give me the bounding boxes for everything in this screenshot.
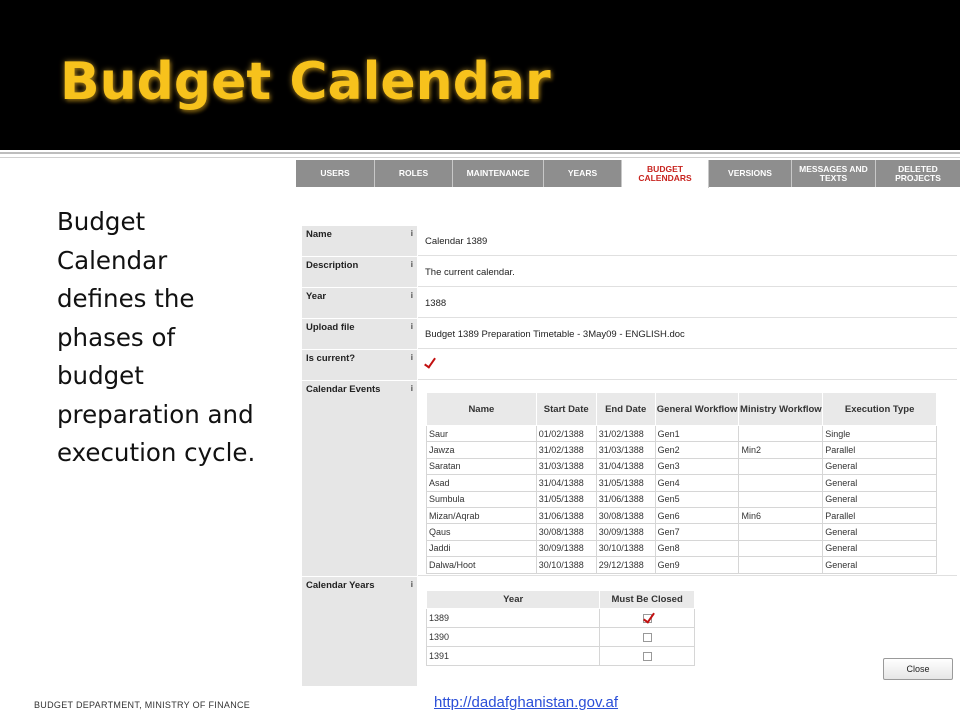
table-cell: Gen7 [655,524,739,540]
form-row-is-current [302,350,957,381]
must-be-closed-cell [600,647,695,666]
tab-roles[interactable]: ROLES [375,160,453,187]
table-cell: 31/06/1388 [536,507,596,523]
must-be-closed-checkbox[interactable] [643,633,652,642]
table-cell: 29/12/1388 [596,557,655,573]
table-row[interactable] [427,491,937,507]
is-current-label: Is current? i [302,350,417,380]
tab-versions[interactable]: VERSIONS [709,160,792,187]
table-cell: 30/10/1388 [596,540,655,556]
table-cell: Saur [427,426,537,442]
table-cell: 31/06/1388 [596,491,655,507]
table-cell: General [823,475,937,491]
table-cell: Gen6 [655,507,739,523]
table-cell: Jawza [427,442,537,458]
table-cell [739,557,823,573]
name-value[interactable]: Calendar 1389 [418,226,957,256]
table-row[interactable] [427,475,937,491]
description-label: Description i [302,257,417,287]
close-button[interactable]: Close [883,658,953,680]
footer-link[interactable]: http://dadafghanistan.gov.af [434,694,619,711]
table-row[interactable] [427,507,937,523]
table-cell [739,540,823,556]
is-current-checkbox[interactable] [425,360,434,369]
bullet-text: Budget Calendar defines the phases of budget preparation and execution cycle. [57,207,256,467]
info-icon[interactable]: i [410,291,413,300]
tab-deleted-projects[interactable]: DELETED PROJECTS [895,163,941,183]
column-header: End Date [596,393,655,426]
table-cell: Gen2 [655,442,739,458]
table-cell: Dalwa/Hoot [427,557,537,573]
tab-messages-and-texts[interactable]: MESSAGES AND TEXTS [792,160,876,187]
info-icon[interactable]: i [410,353,413,362]
calendar-events-table [426,392,937,574]
table-cell: Min2 [739,442,823,458]
column-header: Name [427,393,537,426]
info-icon[interactable]: i [410,260,413,269]
table-row[interactable] [427,540,937,556]
table-cell: 30/09/1388 [536,540,596,556]
table-cell: 31/04/1388 [536,475,596,491]
divider [0,157,960,158]
tab-maintenance[interactable]: MAINTENANCE [453,160,544,187]
table-cell [739,426,823,442]
table-row [427,609,695,628]
events-label: Calendar Events i [302,381,417,576]
column-header: Execution Type [823,393,937,426]
column-header: Start Date [536,393,596,426]
events-table-body [427,426,937,574]
table-cell: 31/02/1388 [596,426,655,442]
table-cell: Single [823,426,937,442]
table-cell: Asad [427,475,537,491]
column-header: Year [427,591,600,609]
info-icon[interactable]: i [410,322,413,331]
table-cell: Parallel [823,442,937,458]
footer-department: BUDGET DEPARTMENT, MINISTRY OF FINANCE [34,700,251,710]
table-cell: Gen8 [655,540,739,556]
year-cell: 1391 [427,647,600,666]
tab-bar [296,160,960,187]
table-cell [739,491,823,507]
table-cell: 30/08/1388 [596,507,655,523]
table-cell: 30/09/1388 [596,524,655,540]
table-cell: 31/05/1388 [596,475,655,491]
column-header: Ministry Workflow [739,393,823,426]
table-cell: Gen4 [655,475,739,491]
upload-label: Upload file i [302,319,417,349]
table-cell: 31/05/1388 [536,491,596,507]
table-cell: 31/03/1388 [596,442,655,458]
table-cell: 31/02/1388 [536,442,596,458]
year-cell: 1390 [427,628,600,647]
table-cell: 30/08/1388 [536,524,596,540]
title-bar [0,0,960,150]
must-be-closed-checkbox[interactable] [643,652,652,661]
tab-years[interactable]: YEARS [544,160,622,187]
table-cell: Qaus [427,524,537,540]
table-row[interactable] [427,524,937,540]
table-cell: 30/10/1388 [536,557,596,573]
info-icon[interactable]: i [410,580,413,589]
table-cell: 31/03/1388 [536,458,596,474]
table-cell: Min6 [739,507,823,523]
table-row [427,628,695,647]
table-cell: 31/04/1388 [596,458,655,474]
must-be-closed-checkbox[interactable] [643,614,652,623]
form-row-year [302,288,957,319]
column-header: General Workflow [655,393,739,426]
table-cell: Gen3 [655,458,739,474]
table-row[interactable] [427,557,937,573]
table-header-row [427,393,937,426]
form-row-description [302,257,957,288]
description-value[interactable]: The current calendar. [418,257,957,287]
table-cell: Mizan/Aqrab [427,507,537,523]
table-cell [739,475,823,491]
table-cell: Parallel [823,507,937,523]
table-cell [739,458,823,474]
year-label: Year i [302,288,417,318]
table-cell: Gen9 [655,557,739,573]
form-row-name [302,226,957,257]
name-label: Name i [302,226,417,256]
table-cell: Jaddi [427,540,537,556]
calendar-years-table [426,590,695,666]
info-icon[interactable]: i [410,384,413,393]
year-cell: 1389 [427,609,600,628]
table-cell: Sumbula [427,491,537,507]
form-row-upload [302,319,957,350]
is-current-value [418,350,957,380]
years-label: Calendar Years i [302,577,417,686]
table-cell: General [823,557,937,573]
table-cell [739,524,823,540]
tab-users[interactable]: USERS [296,160,375,187]
info-icon[interactable]: i [410,229,413,238]
table-cell: General [823,524,937,540]
table-cell: General [823,491,937,507]
years-table-body [427,609,695,666]
table-cell: General [823,458,937,474]
table-cell: Gen1 [655,426,739,442]
app-screenshot [296,160,960,688]
table-row[interactable] [427,458,937,474]
table-cell: Gen5 [655,491,739,507]
table-row [427,647,695,666]
tab-budget-calendars[interactable]: BUDGET CALENDARS [622,160,709,188]
year-value[interactable]: 1388 [418,288,957,318]
divider [0,152,960,154]
slide-title: Budget Calendar [60,52,551,112]
must-be-closed-cell [600,628,695,647]
table-row[interactable] [427,442,937,458]
table-cell: General [823,540,937,556]
upload-file-link[interactable]: Budget 1389 Preparation Timetable - 3May09 - ENGLISH.doc [418,319,957,349]
table-row[interactable] [427,426,937,442]
table-cell: 01/02/1388 [536,426,596,442]
table-cell: Saratan [427,458,537,474]
table-header-row [427,591,695,609]
column-header: Must Be Closed [600,591,695,609]
must-be-closed-cell [600,609,695,628]
